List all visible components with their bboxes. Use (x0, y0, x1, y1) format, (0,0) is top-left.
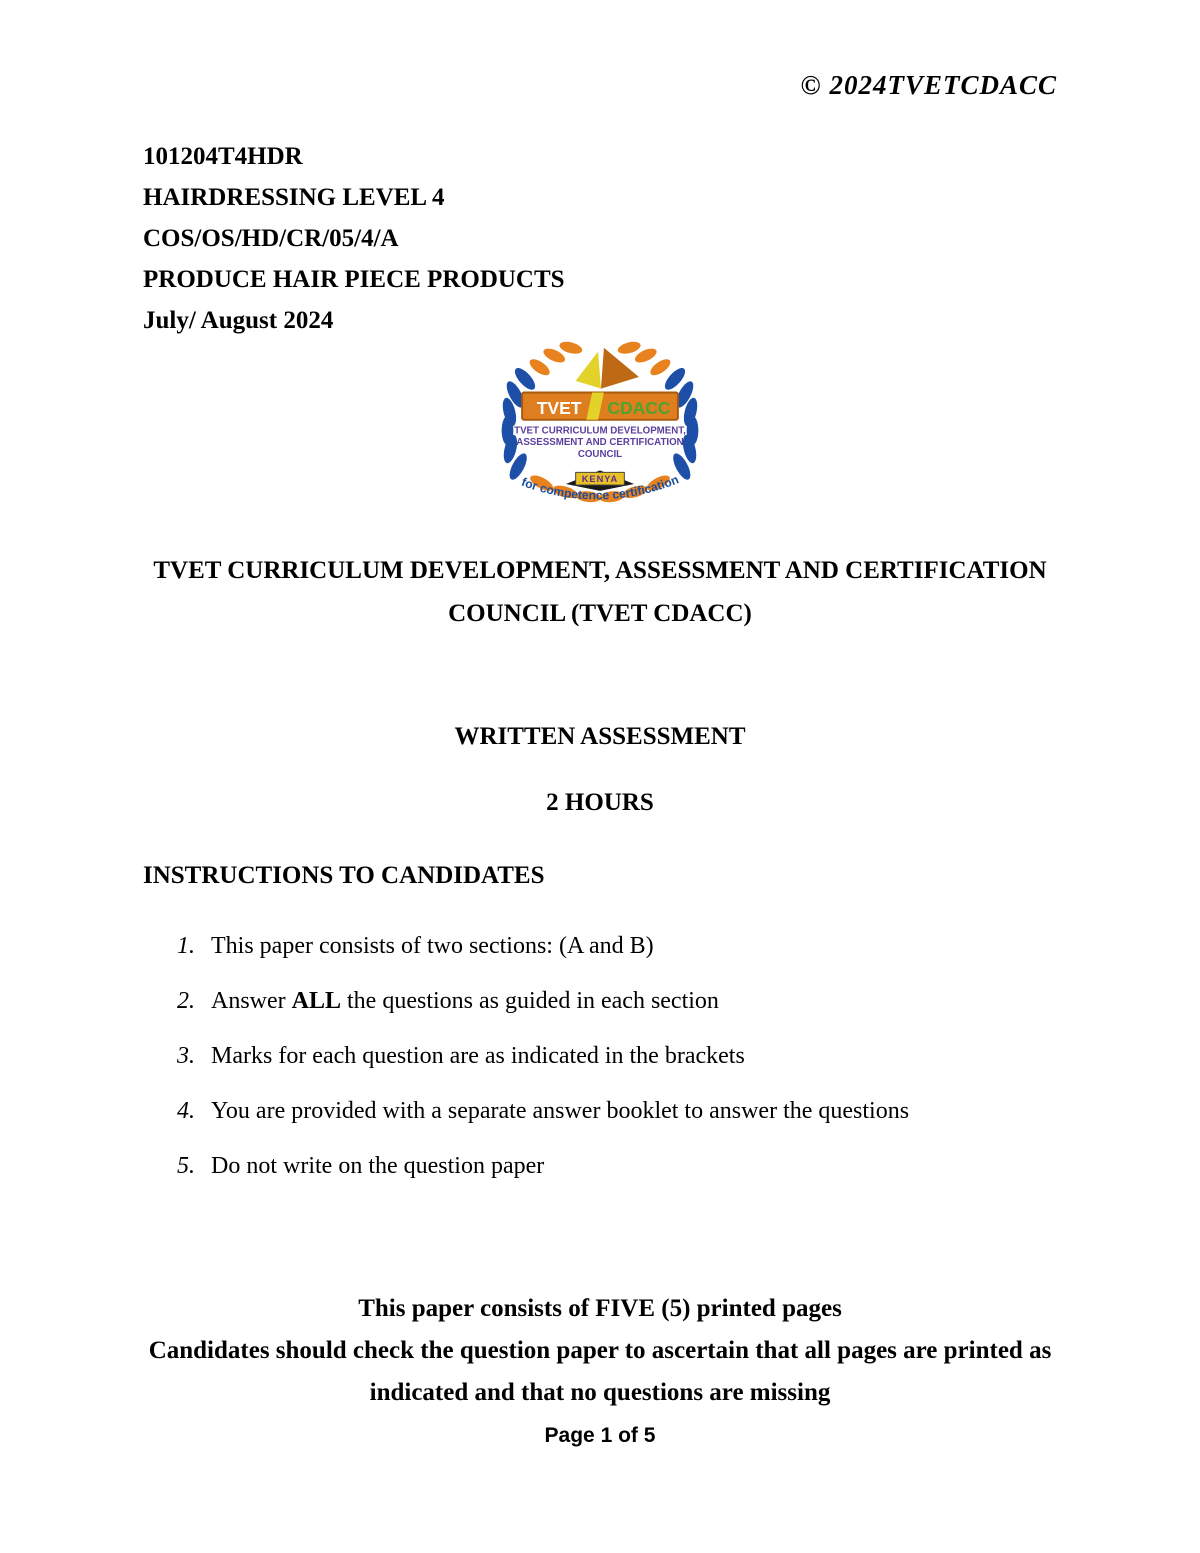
tvet-cdacc-banner (522, 393, 678, 420)
footer-note-line3: indicated and that no questions are missing (369, 1379, 831, 1406)
council-title-line1: TVET CURRICULUM DEVELOPMENT, ASSESSMENT AND CERTIFICATION (153, 557, 1047, 584)
footer-note (0, 1288, 1200, 1414)
instruction-item-2 (177, 988, 909, 1014)
logo-org-name (514, 425, 686, 459)
instruction-text (211, 1043, 745, 1069)
logo-org-line2: ASSESSMENT AND CERTIFICATION (516, 437, 684, 449)
instruction-text (211, 933, 654, 959)
instruction-number: 5. (177, 1153, 195, 1179)
instruction-text (211, 1098, 909, 1124)
assessment-type-title: WRITTEN ASSESSMENT (454, 723, 746, 750)
banner-tvet-label: TVET (536, 397, 582, 418)
open-book-icon (576, 348, 639, 389)
tvet-cdacc-logo-icon (480, 338, 720, 523)
council-title-line2: COUNCIL (TVET CDACC) (448, 600, 752, 627)
instruction-text-bold: ALL (291, 988, 342, 1014)
instruction-item-5 (177, 1153, 909, 1179)
logo-org-line3: COUNCIL (577, 448, 623, 460)
tagline-text: for competence certification (519, 472, 681, 503)
instruction-number: 1. (177, 933, 195, 959)
exam-date: July/ August 2024 (143, 307, 334, 334)
instruction-text-pre: This paper consists of two sections: (A and B) (211, 933, 654, 959)
logo-org-line1: TVET CURRICULUM DEVELOPMENT, (514, 425, 686, 437)
instruction-text-pre: Answer (211, 988, 292, 1014)
council-title (0, 549, 1200, 635)
qualification-title: HAIRDRESSING LEVEL 4 (143, 184, 445, 211)
unit-code: COS/OS/HD/CR/05/4/A (143, 225, 399, 252)
instruction-text (211, 988, 719, 1014)
instruction-number: 2. (177, 988, 195, 1014)
tvet-cdacc-logo (480, 338, 720, 523)
banner-cdacc-label: CDACC (607, 397, 671, 418)
instructions-heading: INSTRUCTIONS TO CANDIDATES (143, 862, 545, 889)
page-number: Page 1 of 5 (544, 1424, 656, 1447)
instruction-item-1 (177, 933, 909, 959)
paper-header-block (143, 136, 565, 341)
instruction-item-3 (177, 1043, 909, 1069)
footer-note-line2: Candidates should check the question paper to ascertain that all pages are printed as (148, 1337, 1052, 1364)
kenya-label: KENYA (581, 474, 619, 485)
instruction-number: 4. (177, 1098, 195, 1124)
instruction-text-post: the questions as guided in each section (341, 988, 719, 1014)
footer-note-line1: This paper consists of FIVE (5) printed pages (358, 1295, 842, 1322)
instruction-text-pre: You are provided with a separate answer booklet to answer the questions (211, 1098, 910, 1124)
unit-title: PRODUCE HAIR PIECE PRODUCTS (143, 266, 565, 293)
instruction-text-pre: Do not write on the question paper (211, 1153, 545, 1179)
copyright-notice: © 2024TVETCDACC (800, 70, 1057, 100)
instruction-text-pre: Marks for each question are as indicated in the brackets (211, 1043, 745, 1069)
instruction-item-4 (177, 1098, 909, 1124)
exam-duration: 2 HOURS (546, 789, 654, 816)
instructions-list (177, 933, 909, 1208)
paper-code: 101204T4HDR (143, 143, 303, 170)
instruction-number: 3. (177, 1043, 195, 1069)
instruction-text (211, 1153, 544, 1179)
